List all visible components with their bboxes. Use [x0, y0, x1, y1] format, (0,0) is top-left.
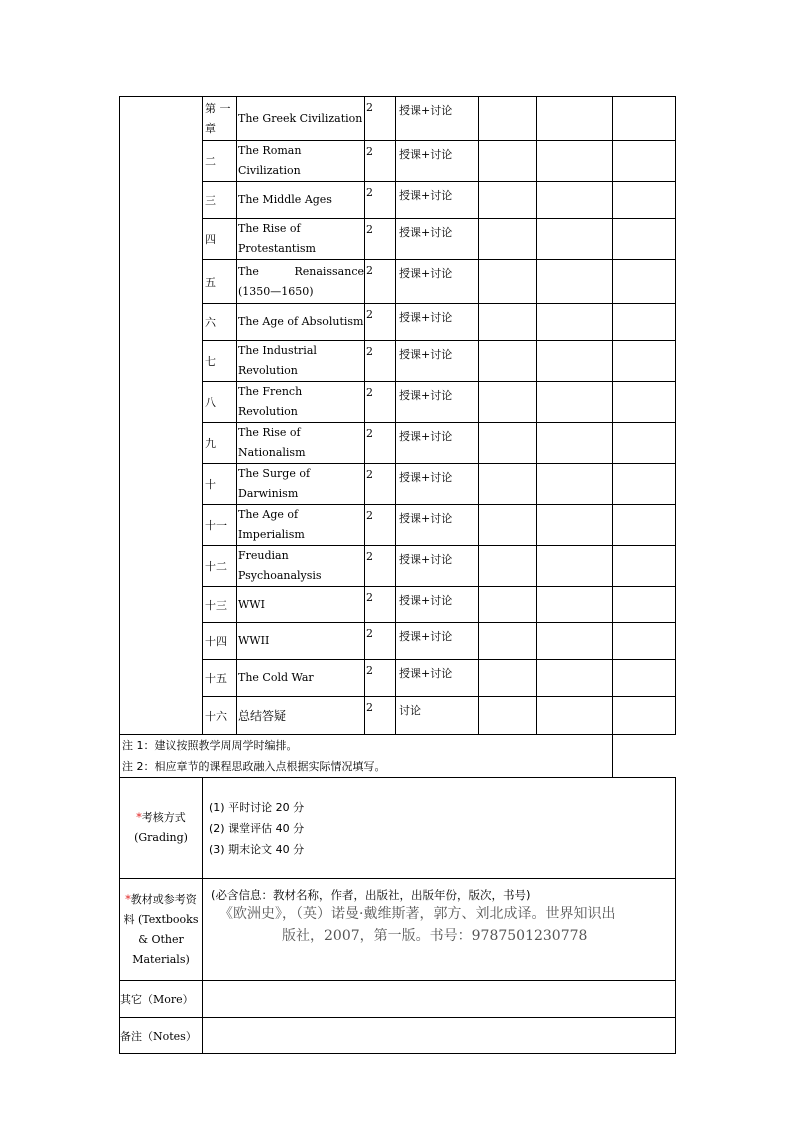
chapter-extra-2	[537, 623, 613, 660]
chapter-title: WWI	[237, 587, 365, 623]
chapter-extra-1	[479, 697, 537, 735]
chapter-method: 授课+讨论	[396, 219, 479, 260]
chapter-hours: 2	[365, 623, 396, 660]
chapter-number: 五	[203, 260, 237, 304]
chapter-extra-1	[479, 423, 537, 464]
chapter-method: 授课+讨论	[396, 505, 479, 546]
chapter-hours: 2	[365, 505, 396, 546]
chapter-number: 七	[203, 341, 237, 382]
chapter-extra-3	[613, 697, 676, 735]
chapter-extra-1	[479, 382, 537, 423]
chapter-extra-2	[537, 464, 613, 505]
chapter-number: 九	[203, 423, 237, 464]
chapter-extra-3	[613, 587, 676, 623]
chapter-extra-3	[613, 546, 676, 587]
grading-label	[120, 778, 203, 879]
chapter-title: The Age of Absolutism	[237, 304, 365, 341]
chapter-method: 授课+讨论	[396, 304, 479, 341]
chapter-number: 十二	[203, 546, 237, 587]
chapter-hours: 2	[365, 304, 396, 341]
chapter-extra-2	[537, 382, 613, 423]
chapter-row	[120, 260, 676, 304]
chapter-extra-1	[479, 260, 537, 304]
chapter-number: 八	[203, 382, 237, 423]
textbooks-content	[203, 879, 676, 981]
chapter-extra-2	[537, 505, 613, 546]
textbooks-label-line3: & Other	[138, 932, 184, 946]
chapter-hours: 2	[365, 182, 396, 219]
chapter-method: 授课+讨论	[396, 423, 479, 464]
chapter-extra-1	[479, 505, 537, 546]
chapter-title: The French Revolution	[237, 382, 365, 423]
chapter-hours: 2	[365, 97, 396, 141]
chapter-extra-1	[479, 546, 537, 587]
chapter-method: 讨论	[396, 697, 479, 735]
chapter-number: 六	[203, 304, 237, 341]
more-label: 其它（More）	[120, 981, 203, 1018]
chapter-title: The Rise of Nationalism	[237, 423, 365, 464]
chapter-hours: 2	[365, 141, 396, 182]
chapter-hours: 2	[365, 219, 396, 260]
textbooks-label-line1: 教材或参考资	[130, 892, 197, 906]
chapter-method: 授课+讨论	[396, 260, 479, 304]
chapter-extra-1	[479, 660, 537, 697]
schedule-label-cell	[120, 97, 203, 735]
chapter-method: 授课+讨论	[396, 464, 479, 505]
chapter-extra-2	[537, 587, 613, 623]
textbooks-label-line2: 料 (Textbooks	[123, 912, 199, 926]
grading-item: (3) 期末论文 40 分	[209, 842, 305, 856]
chapter-row	[120, 304, 676, 341]
chapter-row	[120, 382, 676, 423]
chapter-extra-3	[613, 623, 676, 660]
chapter-row	[120, 505, 676, 546]
chapter-extra-2	[537, 660, 613, 697]
chapter-extra-1	[479, 623, 537, 660]
chapter-title: The Cold War	[237, 660, 365, 697]
chapter-extra-2	[537, 546, 613, 587]
chapter-extra-1	[479, 464, 537, 505]
chapter-method: 授课+讨论	[396, 623, 479, 660]
chapter-row	[120, 464, 676, 505]
grading-label-en: (Grading)	[134, 831, 188, 844]
note-2: 注 2：相应章节的课程思政融入点根据实际情况填写。	[122, 760, 386, 773]
chapter-extra-1	[479, 141, 537, 182]
chapter-number: 二	[203, 141, 237, 182]
chapter-number: 十六	[203, 697, 237, 735]
chapter-extra-1	[479, 587, 537, 623]
chapter-title: The Renaissance (1350—1650)	[237, 260, 365, 304]
chapter-method: 授课+讨论	[396, 182, 479, 219]
chapter-extra-3	[613, 141, 676, 182]
chapter-extra-2	[537, 219, 613, 260]
chapter-method: 授课+讨论	[396, 141, 479, 182]
chapter-row	[120, 141, 676, 182]
chapter-row	[120, 219, 676, 260]
chapter-title: 总结答疑	[237, 697, 365, 735]
chapter-extra-3	[613, 219, 676, 260]
chapter-row	[120, 546, 676, 587]
chapter-extra-3	[613, 423, 676, 464]
more-value	[203, 981, 676, 1018]
chapter-extra-3	[613, 304, 676, 341]
chapter-rows	[120, 97, 676, 735]
textbooks-label	[120, 879, 203, 981]
chapter-number: 十四	[203, 623, 237, 660]
required-asterisk: *	[136, 811, 142, 824]
chapter-title: The Roman Civilization	[237, 141, 365, 182]
chapter-extra-2	[537, 97, 613, 141]
chapter-method: 授课+讨论	[396, 341, 479, 382]
chapter-title: The Middle Ages	[237, 182, 365, 219]
chapter-extra-3	[613, 260, 676, 304]
chapter-method: 授课+讨论	[396, 660, 479, 697]
chapter-row	[120, 697, 676, 735]
notes-label: 备注（Notes）	[120, 1018, 203, 1054]
chapter-extra-3	[613, 464, 676, 505]
chapter-extra-3	[613, 382, 676, 423]
chapter-number: 十三	[203, 587, 237, 623]
grading-content	[203, 778, 676, 879]
chapter-extra-3	[613, 341, 676, 382]
grading-item: (2) 课堂评估 40 分	[209, 821, 305, 835]
grading-item: (1) 平时讨论 20 分	[209, 800, 305, 814]
notes-value	[203, 1018, 676, 1054]
chapter-row	[120, 587, 676, 623]
chapter-extra-3	[613, 97, 676, 141]
chapter-extra-2	[537, 341, 613, 382]
chapter-extra-2	[537, 423, 613, 464]
chapter-extra-3	[613, 182, 676, 219]
chapter-row	[120, 182, 676, 219]
textbook-line-1: 《欧洲史》，（英）诺曼·戴维斯著，郭方、刘北成译。世界知识出	[219, 906, 616, 922]
chapter-title: The Surge of Darwinism	[237, 464, 365, 505]
chapter-method: 授课+讨论	[396, 546, 479, 587]
chapter-number: 第 一 章	[203, 97, 237, 141]
chapter-extra-2	[537, 697, 613, 735]
notes-cell	[120, 735, 613, 778]
chapter-method: 授课+讨论	[396, 97, 479, 141]
chapter-method: 授课+讨论	[396, 382, 479, 423]
chapter-hours: 2	[365, 464, 396, 505]
textbooks-label-line4: Materials)	[132, 952, 190, 966]
chapter-number: 三	[203, 182, 237, 219]
chapter-hours: 2	[365, 587, 396, 623]
chapter-hours: 2	[365, 341, 396, 382]
chapter-row	[120, 660, 676, 697]
chapter-extra-3	[613, 660, 676, 697]
chapter-extra-2	[537, 304, 613, 341]
chapter-title: WWII	[237, 623, 365, 660]
note-1: 注 1：建议按照教学周周学时编排。	[122, 739, 298, 752]
chapter-method: 授课+讨论	[396, 587, 479, 623]
chapter-row	[120, 423, 676, 464]
required-asterisk: *	[125, 892, 131, 906]
chapter-title: The Industrial Revolution	[237, 341, 365, 382]
chapter-title: The Age of Imperialism	[237, 505, 365, 546]
syllabus-table	[119, 96, 676, 1054]
chapter-number: 十五	[203, 660, 237, 697]
chapter-extra-2	[537, 141, 613, 182]
chapter-number: 十	[203, 464, 237, 505]
chapter-hours: 2	[365, 382, 396, 423]
chapter-number: 四	[203, 219, 237, 260]
chapter-hours: 2	[365, 260, 396, 304]
chapter-number: 十一	[203, 505, 237, 546]
textbooks-hint: (必含信息：教材名称，作者，出版社，出版年份，版次，书号)	[211, 888, 531, 902]
chapter-hours: 2	[365, 423, 396, 464]
chapter-extra-1	[479, 304, 537, 341]
chapter-extra-2	[537, 182, 613, 219]
grading-label-cn: 考核方式	[141, 811, 186, 824]
chapter-extra-1	[479, 97, 537, 141]
chapter-row	[120, 97, 676, 141]
chapter-hours: 2	[365, 660, 396, 697]
chapter-extra-1	[479, 182, 537, 219]
chapter-extra-3	[613, 505, 676, 546]
chapter-hours: 2	[365, 697, 396, 735]
textbook-line-2: 版社，2007，第一版。书号：9787501230778	[282, 928, 588, 944]
chapter-title: The Rise of Protestantism	[237, 219, 365, 260]
chapter-row	[120, 341, 676, 382]
chapter-row	[120, 623, 676, 660]
chapter-extra-1	[479, 341, 537, 382]
chapter-extra-1	[479, 219, 537, 260]
chapter-title: Freudian Psychoanalysis	[237, 546, 365, 587]
chapter-hours: 2	[365, 546, 396, 587]
chapter-title: The Greek Civilization	[237, 97, 365, 141]
chapter-extra-2	[537, 260, 613, 304]
